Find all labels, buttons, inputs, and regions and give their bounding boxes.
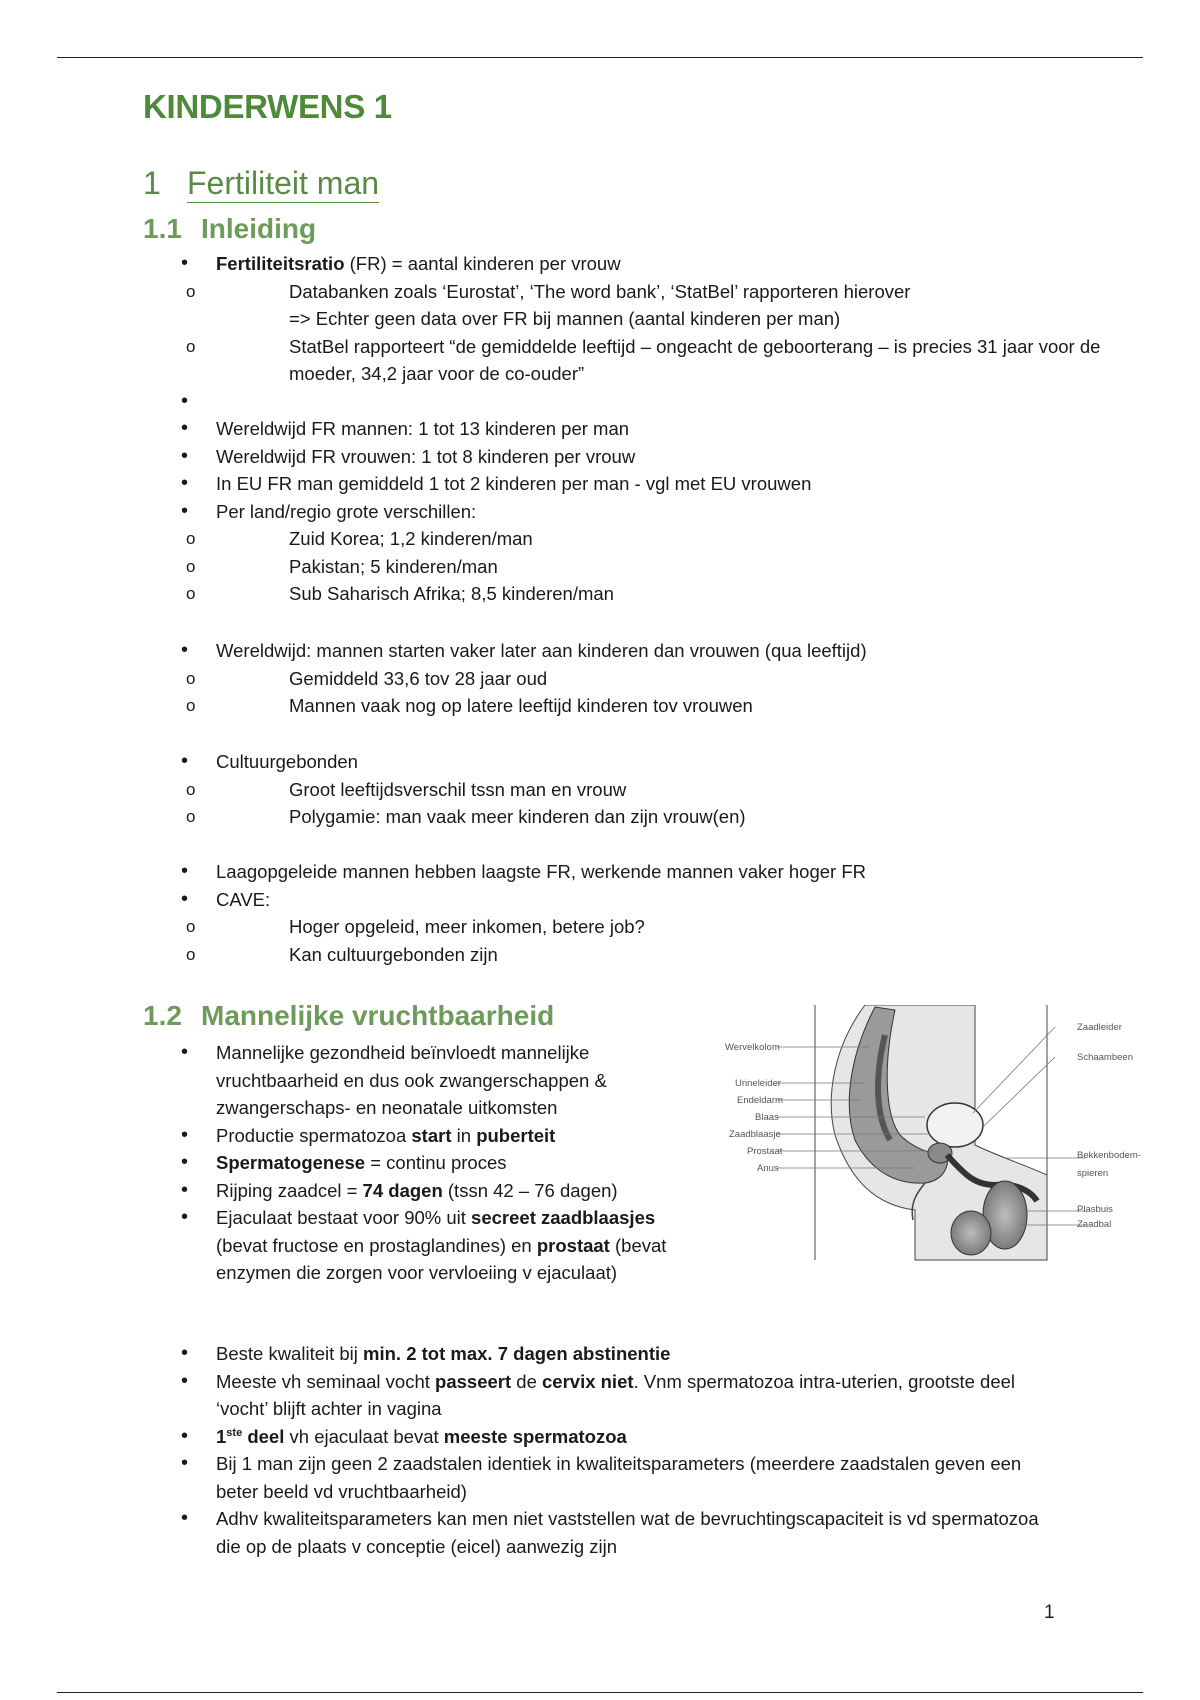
list-item-text: Wereldwijd: mannen starten vaker later aan kinderen dan vrouwen (qua leeftijd)	[216, 640, 867, 661]
section-1-1-list	[143, 748, 1063, 831]
page-number: 1	[1044, 1602, 1055, 1623]
sub-list-item: o Zuid Korea; 1,2 kinderen/man	[216, 525, 1136, 553]
list-item	[143, 250, 1101, 388]
superscript: ste	[226, 1426, 243, 1439]
list-item: • Adhv kwaliteitsparameters kan men niet vaststellen wat de bevruchtingscapaciteit is vd spermatozoa die op de plaats v conceptie (eicel) aanwezig zijn	[143, 1505, 1063, 1560]
sub-list-text: Databanken zoals ‘Eurostat’, ‘The word bank’, ‘StatBel’ rapporteren hierover	[289, 280, 911, 302]
list-item: • Bij 1 man zijn geen 2 zaadstalen identiek in kwaliteitsparameters (meerdere zaadstalen geven een beter beeld vd vruchtbaarheid)	[143, 1450, 1063, 1505]
sub-list-item: o Polygamie: man vaak meer kinderen dan zijn vrouw(en)	[216, 803, 1136, 831]
sub-list-item	[216, 278, 1136, 333]
footer-rule	[57, 1692, 1143, 1693]
text-run: (tssn 42 – 76 dagen)	[442, 1179, 618, 1201]
figure-label: Zaadblaasje	[729, 1129, 781, 1140]
text-bold: secreet zaadblaasjes	[471, 1207, 656, 1228]
sub-list-item: o Groot leeftijdsverschil tssn man en vrouw	[216, 776, 1136, 804]
list-item: • Wereldwijd FR mannen: 1 tot 13 kinderen per man	[143, 415, 1063, 443]
list-item	[143, 1368, 1063, 1423]
list-item	[143, 1340, 1063, 1368]
term-bold: Fertiliteitsratio	[216, 253, 345, 274]
list-item	[143, 1122, 688, 1150]
figure-label: Anus	[757, 1163, 779, 1174]
text-run: Rijping zaadcel =	[216, 1179, 363, 1201]
sub-list-item: o Sub Saharisch Afrika; 8,5 kinderen/man	[216, 580, 1136, 608]
list-item	[143, 637, 1063, 720]
text-bold: deel	[242, 1425, 285, 1447]
list-item	[143, 1177, 688, 1205]
section-number: 1	[143, 165, 161, 201]
text-bold: meeste spermatozoa	[443, 1425, 627, 1447]
anatomy-drawing	[815, 1005, 1047, 1260]
figure-label: Wervelkolom	[725, 1042, 780, 1053]
text-run: = continu proces	[365, 1152, 507, 1173]
section-1-1-list	[143, 858, 1063, 968]
spacer	[143, 388, 1063, 416]
list-item-text: (FR) = aantal kinderen per vrouw	[344, 253, 621, 274]
text-bold: puberteit	[476, 1124, 556, 1146]
list-item-text: Per land/regio grote verschillen:	[216, 500, 477, 522]
text-run: Meeste vh seminaal vocht	[216, 1370, 436, 1392]
text-bold: min. 2 tot max. 7 dagen abstinentie	[363, 1343, 671, 1364]
figure-label: Zaadbal	[1077, 1219, 1112, 1230]
section-title: Inleiding	[201, 213, 317, 244]
text-run: in	[451, 1124, 477, 1146]
sub-list-text: => Echter geen data over FR bij mannen (aantal kinderen per man)	[289, 308, 841, 329]
list-item	[143, 886, 1063, 969]
section-1-1-heading	[143, 213, 316, 245]
list-item	[143, 1204, 688, 1287]
section-1-2-heading	[143, 1000, 554, 1032]
text-run: Productie spermatozoa	[216, 1124, 412, 1146]
figure-label: Endeldarm	[737, 1095, 783, 1106]
text-bold: prostaat	[536, 1234, 610, 1256]
text-run: . Vnm spermatozoa intra-uterien, grootste deel ‘vocht’ blijft achter in vagina	[216, 1370, 1016, 1419]
section-1-2-list	[143, 1340, 1063, 1560]
section-1-heading	[143, 165, 379, 202]
list-item	[143, 498, 1063, 608]
section-1-2-list	[143, 1039, 688, 1287]
figure-label: Urineleider	[735, 1078, 781, 1089]
sub-list-item: o Hoger opgeleid, meer inkomen, betere job?	[216, 913, 1136, 941]
sub-list-item: o Gemiddeld 33,6 tov 28 jaar oud	[216, 665, 1136, 693]
figure-label: Blaas	[755, 1112, 779, 1123]
sub-list-item: o Pakistan; 5 kinderen/man	[216, 553, 1136, 581]
section-1-1-list	[143, 637, 1063, 720]
text-bold: cervix niet	[542, 1370, 634, 1392]
list-item: • Mannelijke gezondheid beïnvloedt mannelijke vruchtbaarheid en dus ook zwangerschappen & zwangerschaps- en neonatale uitkomsten	[143, 1039, 688, 1122]
list-item: • Laagopgeleide mannen hebben laagste FR, werkende mannen vaker hoger FR	[143, 858, 1063, 886]
list-item	[143, 748, 1063, 831]
figure-label: Plasbuis	[1077, 1204, 1113, 1215]
text-bold: Spermatogenese	[216, 1152, 366, 1173]
list-item	[143, 1149, 688, 1177]
figure-label: Zaadleider	[1077, 1022, 1122, 1033]
list-item	[143, 1423, 1063, 1451]
text-run: (bevat enzymen die zorgen voor vervloeiing v ejaculaat)	[216, 1234, 667, 1283]
list-item: • Wereldwijd FR vrouwen: 1 tot 8 kinderen per vrouw	[143, 443, 1063, 471]
figure-label: Schaambeen	[1077, 1052, 1133, 1063]
text-run: (bevat fructose en prostaglandines) en	[216, 1234, 537, 1256]
figure-label: Bekkenbodem-	[1077, 1150, 1141, 1161]
section-title: Fertiliteit man	[187, 165, 380, 201]
text-bold: passeert	[435, 1370, 512, 1392]
sub-list-item: o Kan cultuurgebonden zijn	[216, 941, 1136, 969]
male-reproductive-anatomy-figure	[725, 1005, 1175, 1265]
figure-label: Prostaat	[747, 1146, 783, 1157]
section-number: 1.1	[143, 213, 182, 244]
list-item-text: Cultuurgebonden	[216, 751, 358, 772]
text-run: Ejaculaat bestaat voor 90% uit	[216, 1207, 472, 1228]
text-run: vh ejaculaat bevat	[284, 1425, 444, 1447]
figure-label: spieren	[1077, 1168, 1109, 1179]
section-1-1-list	[143, 250, 1101, 415]
section-1-1-list	[143, 415, 1063, 608]
text-bold: 74 dagen	[362, 1179, 443, 1201]
list-item-text: CAVE:	[216, 888, 271, 910]
sub-list-item: o StatBel rapporteert “de gemiddelde leeftijd – ongeacht de geboorterang – is precies 31 jaar voor de moeder, 34,2 jaar voor de co-ouder”	[216, 333, 1136, 388]
text-run: Beste kwaliteit bij	[216, 1343, 364, 1364]
list-item: • In EU FR man gemiddeld 1 tot 2 kinderen per man - vgl met EU vrouwen	[143, 470, 1063, 498]
text-bold: start	[411, 1124, 452, 1146]
section-title: Mannelijke vruchtbaarheid	[201, 1000, 555, 1031]
text-bold: 1	[216, 1425, 227, 1447]
header-rule	[57, 57, 1143, 58]
document-title: KINDERWENS 1	[143, 88, 392, 125]
section-number: 1.2	[143, 1000, 182, 1031]
sub-list-item: o Mannen vaak nog op latere leeftijd kinderen tov vrouwen	[216, 692, 1136, 720]
text-run: de	[511, 1370, 542, 1392]
